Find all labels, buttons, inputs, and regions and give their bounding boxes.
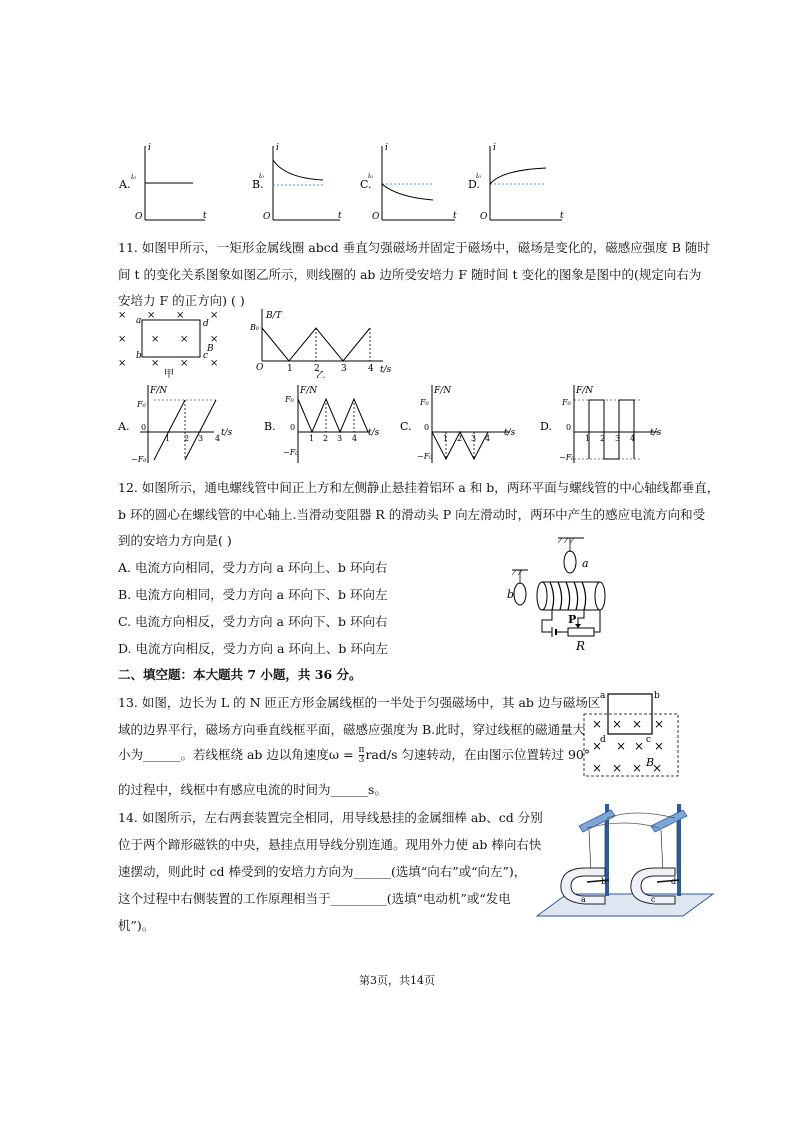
figure-label: ×	[180, 358, 189, 369]
figure-label: t/s	[504, 428, 516, 438]
q12-option-a[interactable]: A. 电流方向相同，受力方向 a 环向上、b 环向右	[118, 560, 388, 575]
q11-stem-line1: 11. 如图甲所示，一矩形金属线圈 abcd 垂直匀强磁场并固定于磁场中，磁场是变化的，磁感应强度 B 随时	[118, 240, 710, 255]
figure-label: ×	[592, 761, 603, 775]
figure-label: 2	[457, 434, 463, 443]
q13-stem-line2: 域的边界平行，磁场方向垂直线框平面，磁感应强度为 B.此时，穿过线框的磁通量大	[118, 722, 586, 737]
prev-option-graphs	[115, 140, 585, 230]
figure-label: ×	[592, 739, 603, 753]
figure-label: 4	[215, 434, 221, 443]
q11-stem-line2: 间 t 的变化关系图象如图乙所示，则线圈的 ab 边所受安培力 F 随时间 t 变化的图象是图中的(规定向右为	[118, 267, 702, 282]
figure-label: F₀	[137, 400, 146, 409]
figure-label: F/N	[576, 386, 594, 396]
figure-label: i	[493, 143, 496, 153]
figure-label: 2	[314, 364, 320, 374]
figure-label: 3	[337, 434, 343, 443]
page-footer: 第3页，共14页	[359, 974, 435, 987]
figure-label: i	[385, 143, 388, 153]
q12-stem-line2: b 环的圆心在螺线管的中心轴上.当滑动变阻器 R 的滑动头 P 向左滑动时，两环中产生的感应电流方向和受	[118, 507, 706, 522]
q11-option-b-graph	[264, 385, 380, 463]
figure-label: a	[136, 316, 142, 326]
q11-option-c-graph	[400, 385, 516, 463]
figure-label: 乙	[316, 371, 326, 378]
figure-label: b	[654, 691, 660, 701]
figure-label: −F₀	[283, 448, 299, 457]
figure-label: R	[576, 639, 586, 653]
figure-label: F/N	[434, 386, 452, 396]
q11-stem-line3: 安培力 F 的正方向) ( )	[118, 293, 245, 308]
q11-option-a-graph	[117, 385, 233, 464]
figure-label: C.	[360, 178, 372, 191]
q11-figure-yi	[248, 306, 398, 378]
prev-options-row	[115, 140, 585, 230]
prev-option-a-graph	[118, 143, 207, 222]
figure-label: 2	[600, 434, 606, 443]
figure-label: ×	[147, 310, 156, 321]
figure-label: t	[560, 211, 564, 221]
q13-fraction	[359, 746, 365, 765]
figure-label: ×	[632, 761, 643, 775]
figure-label: 1	[443, 434, 449, 443]
figure-label: 1	[165, 434, 171, 443]
figure-label: ×	[118, 358, 127, 369]
figure-label: O	[372, 212, 380, 222]
q14-stem-line2: 位于两个蹄形磁铁的中央，悬挂点用导线分别连通。现用外力使 ab 棒向右快	[118, 837, 542, 852]
figure-label: ×	[616, 739, 627, 753]
figure-label: 0	[290, 423, 296, 432]
figure-label: D.	[540, 420, 552, 433]
figure-label: 0	[424, 423, 430, 432]
figure-label: ×	[210, 358, 219, 369]
q12-figure-solenoid	[502, 530, 622, 656]
figure-label: t/s	[380, 365, 392, 375]
figure-label: F/N	[150, 386, 168, 396]
figure-label: 4	[630, 434, 636, 443]
figure-label: B/T	[266, 311, 282, 321]
figure-label: 1	[585, 434, 591, 443]
figure-label: P	[568, 613, 577, 626]
figure-label: ×	[118, 310, 127, 321]
q13-stem-line4: 的过程中，线框中有感应电流的时间为______s。	[118, 782, 387, 797]
figure-label: c	[651, 895, 656, 904]
q12-option-c[interactable]: C. 电流方向相反，受力方向 a 环向下、b 环向右	[118, 614, 388, 629]
figure-label: ×	[180, 334, 189, 345]
figure-label: 3	[471, 434, 477, 443]
figure-label: ×	[210, 310, 219, 321]
q13-stem-line1: 13. 如图，边长为 L 的 N 匝正方形金属线框的一半处于匀强磁场中，其 ab 边与磁场区	[118, 695, 601, 710]
figure-label: d	[203, 319, 209, 329]
figure-label: a	[581, 895, 586, 904]
figure-label: B	[646, 756, 655, 769]
figure-label: −F₀	[417, 452, 433, 461]
figure-label: 4	[352, 434, 358, 443]
q13-frac-num: π	[358, 745, 365, 755]
figure-label: d	[671, 877, 677, 886]
figure-label: 3	[615, 434, 621, 443]
figure-label: ×	[118, 334, 127, 345]
figure-label: F₀	[562, 398, 571, 407]
figure-label: ×	[592, 717, 603, 731]
q12-stem-line3: 到的安培力方向是( )	[118, 533, 232, 548]
figure-label: i	[148, 143, 151, 153]
figure-label: O	[135, 212, 143, 222]
figure-label: i₀	[131, 173, 137, 181]
figure-label: A.	[118, 420, 130, 433]
figure-label: t/s	[650, 428, 662, 438]
figure-label: ×	[634, 739, 645, 753]
prev-option-c-graph	[360, 143, 457, 222]
figure-label: ×	[151, 358, 160, 369]
figure-label: c	[646, 735, 652, 745]
figure-label: a	[600, 691, 606, 701]
q11-option-d-graph	[540, 385, 662, 463]
option-label: A.	[119, 178, 131, 191]
figure-label: b	[507, 588, 515, 601]
figure-label: i	[276, 143, 279, 153]
figure-label: 2	[184, 434, 190, 443]
figure-label: −F₀	[559, 453, 575, 462]
figure-label: O	[263, 212, 271, 222]
figure-label: C.	[400, 420, 412, 433]
figure-label: ×	[654, 739, 665, 753]
q12-stem-line1: 12. 如图所示，通电螺线管中间正上方和左侧静止悬挂着铝环 a 和 b，两环平面与螺线管的中心轴线都垂直，	[118, 480, 720, 495]
figure-label: t	[338, 211, 342, 221]
figure-label: F/N	[300, 386, 318, 396]
figure-label: 4	[485, 434, 491, 443]
figure-label: ×	[654, 717, 665, 731]
q14-stem-line5: 机”)。	[118, 918, 155, 933]
q12-option-d[interactable]: D. 电流方向相反，受力方向 a 环向上、b 环向左	[118, 641, 388, 656]
figure-label: c	[203, 351, 209, 361]
figure-label: O	[480, 212, 488, 222]
figure-label: 0	[141, 423, 147, 432]
q14-stem-line1: 14. 如图所示，左右两套装置完全相同，用导线悬挂的金属细棒 ab、cd 分别	[118, 810, 543, 825]
q14-figure	[535, 798, 715, 920]
figure-label: d	[600, 735, 606, 745]
figure-label: t/s	[221, 428, 233, 438]
figure-label: B.	[264, 420, 276, 433]
figure-label: b	[601, 877, 607, 886]
figure-label: O	[256, 363, 264, 373]
q13-figure	[582, 688, 682, 780]
figure-label: ×	[632, 717, 643, 731]
q13-frac-den: 3	[358, 755, 365, 765]
figure-label: B.	[252, 178, 264, 191]
figure-label: F₀	[420, 398, 429, 407]
q14-stem-line3: 速摆动，则此时 cd 棒受到的安培力方向为______(选填“向右”或“向左”)，	[118, 864, 527, 879]
figure-label: b	[136, 351, 142, 361]
figure-label: t	[453, 211, 457, 221]
figure-label: 1	[309, 434, 315, 443]
figure-label: 4	[368, 364, 374, 374]
figure-label: F₀	[285, 395, 294, 404]
figure-label: −F₀	[131, 455, 147, 464]
figure-label: B	[207, 344, 214, 354]
figure-label: B₀	[250, 323, 260, 332]
section2-heading: 二、填空题：本大题共 7 小题，共 36 分。	[118, 667, 362, 682]
q13-line3-part1: 小为______。若线框绕 ab 边以角速度ω =	[118, 747, 358, 762]
q13-stem-line3	[118, 745, 590, 765]
prev-option-b-graph	[252, 143, 342, 222]
figure-label: 1	[287, 364, 293, 374]
prev-option-d-graph	[468, 143, 564, 222]
figure-label: ×	[612, 717, 623, 731]
figure-label: D.	[468, 178, 480, 191]
q12-option-b[interactable]: B. 电流方向相同，受力方向 a 环向下、b 环向左	[118, 587, 388, 602]
figure-label: ×	[151, 334, 160, 345]
figure-label: ×	[652, 761, 663, 775]
figure-label: 3	[198, 434, 204, 443]
figure-label: i₀	[476, 172, 482, 180]
figure-label: ×	[210, 334, 219, 345]
figure-label: 2	[323, 434, 329, 443]
figure-label: t/s	[368, 428, 380, 438]
q11-figure-jia	[114, 306, 234, 378]
figure-label: t	[203, 211, 207, 221]
q13-line3-part2: rad/s 匀速转动，在由图示位置转过 90°	[365, 747, 591, 762]
figure-label: i₀	[368, 172, 374, 180]
figure-label: 甲	[164, 369, 174, 378]
figure-label: a	[582, 557, 589, 570]
figure-label: ×	[612, 761, 623, 775]
figure-label: 3	[341, 364, 347, 374]
figure-label: i₀	[259, 172, 265, 180]
figure-label: 0	[566, 423, 572, 432]
q11-options-row	[114, 383, 674, 467]
q14-stem-line4: 这个过程中右侧装置的工作原理相当于_________(选填“电动机”或“发电	[118, 891, 511, 906]
figure-label: ×	[176, 310, 185, 321]
